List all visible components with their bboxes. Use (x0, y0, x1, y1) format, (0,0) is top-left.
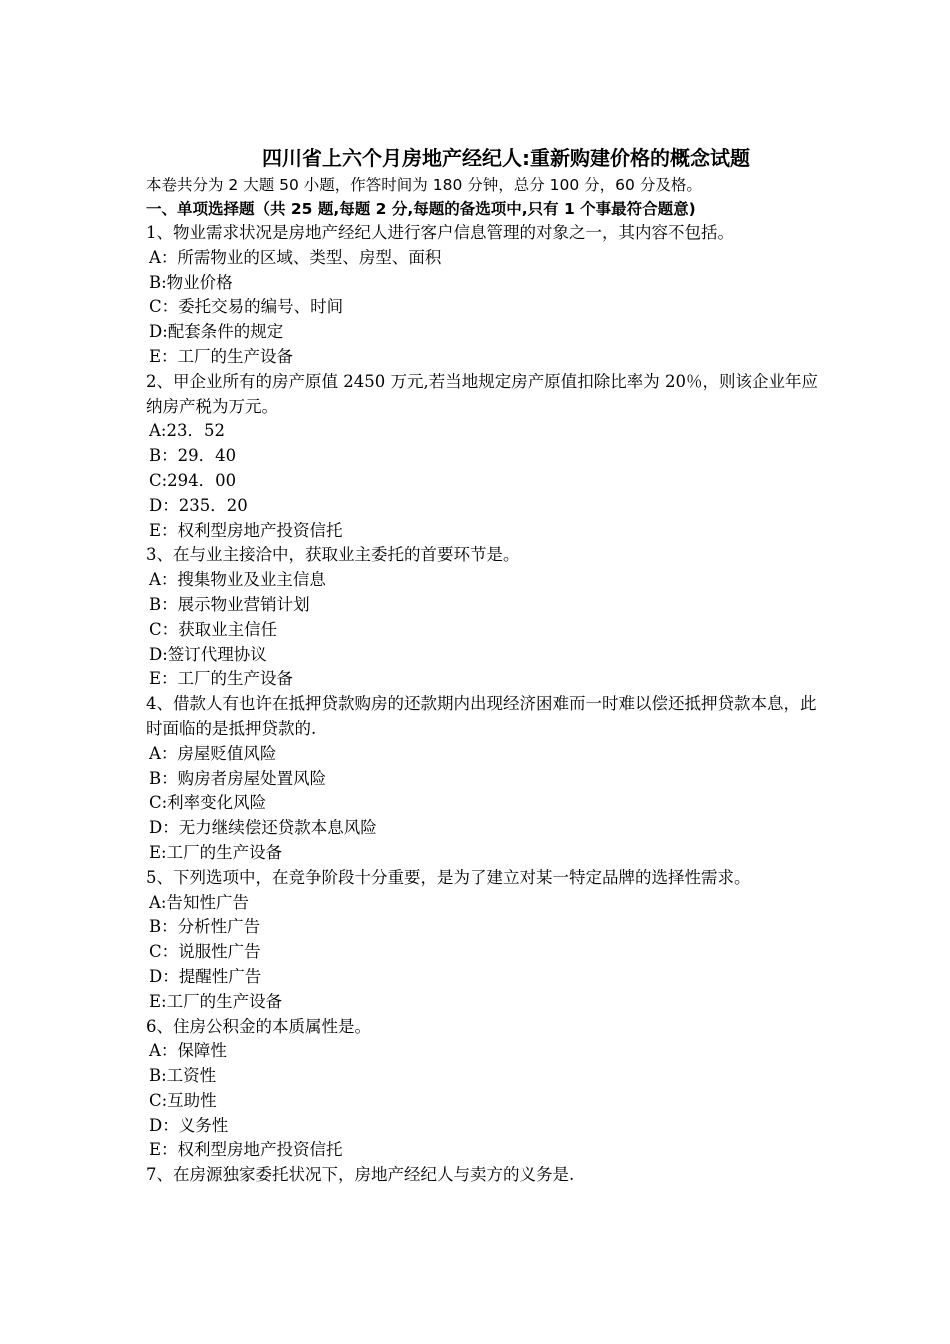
option-c: C:294．00 (149, 470, 237, 490)
option-b: B：购房者房屋处置风险 (149, 768, 327, 788)
question-stem: 3、在与业主接洽中，获取业主委托的首要环节是。 (146, 545, 520, 565)
option-e: E：权利型房地产投资信托 (149, 1140, 343, 1160)
document-page (146, 143, 826, 1188)
question-4 (146, 692, 826, 866)
option-d: D：235．20 (149, 495, 248, 515)
question-stem: 6、住房公积金的本质属性是。 (146, 1016, 371, 1036)
option-d: D：无力继续偿还贷款本息风险 (149, 818, 377, 838)
question-7 (146, 1163, 826, 1188)
option-a: A：房屋贬值风险 (149, 743, 277, 763)
option-e: E:工厂的生产设备 (149, 842, 283, 862)
option-list (146, 742, 826, 866)
document-title: 四川省上六个月房地产经纪人:重新购建价格的概念试题 (262, 146, 750, 170)
option-list (146, 246, 826, 370)
option-d: D:配套条件的规定 (149, 322, 284, 342)
option-e: E：工厂的生产设备 (149, 346, 294, 366)
option-d: D:签订代理协议 (149, 644, 267, 664)
option-b: B：29．40 (149, 446, 237, 466)
option-b: B:物业价格 (149, 272, 233, 292)
option-a: A:告知性广告 (149, 892, 249, 912)
option-c: C:利率变化风险 (149, 793, 267, 813)
question-6 (146, 1015, 826, 1164)
question-stem: 7、在房源独家委托状况下，房地产经纪人与卖方的义务是. (146, 1165, 575, 1185)
option-b: B:工资性 (149, 1066, 217, 1086)
option-e: E：权利型房地产投资信托 (149, 520, 343, 540)
option-list (146, 891, 826, 1015)
section-heading: 一、单项选择题（共 25 题,每题 2 分,每题的备选项中,只有 1 个事最符合题意) (146, 200, 696, 218)
question-stem: 1、物业需求状况是房地产经纪人进行客户信息管理的对象之一，其内容不包括。 (146, 223, 734, 242)
question-5 (146, 866, 826, 1015)
option-d: D：义务性 (149, 1115, 229, 1135)
option-list (146, 568, 826, 692)
option-b: B：分析性广告 (149, 917, 261, 937)
option-c: C：获取业主信任 (149, 619, 278, 639)
option-a: A：搜集物业及业主信息 (149, 570, 326, 590)
option-c: C：委托交易的编号、时间 (149, 297, 344, 317)
option-c: C:互助性 (149, 1090, 217, 1110)
option-d: D：提醒性广告 (149, 966, 262, 986)
question-1 (146, 221, 826, 370)
question-2 (146, 370, 826, 544)
question-stem: 5、下列选项中，在竞争阶段十分重要，是为了建立对某一特定品牌的选择性需求。 (146, 867, 751, 887)
option-e: E：工厂的生产设备 (149, 669, 294, 689)
option-e: E:工厂的生产设备 (149, 991, 283, 1011)
option-list (146, 419, 826, 543)
question-stem: 2、甲企业所有的房产原值 2450 万元,若当地规定房产原值扣除比率为 20％，则该企业年应纳房产税为万元。 (146, 371, 818, 416)
question-3 (146, 543, 826, 692)
option-c: C：说服性广告 (149, 942, 261, 962)
exam-intro: 本卷共分为 2 大题 50 小题，作答时间为 180 分钟，总分 100 分，60 分及格。 (146, 176, 702, 194)
option-a: A：保障性 (149, 1041, 227, 1061)
option-a: A：所需物业的区域、类型、房型、面积 (149, 247, 442, 267)
option-b: B：展示物业营销计划 (149, 594, 310, 614)
question-stem: 4、借款人有也许在抵押贷款购房的还款期内出现经济困难而一时难以偿还抵押贷款本息，此时面临的是抵押贷款的. (146, 694, 817, 738)
option-list (146, 1039, 826, 1163)
option-a: A:23．52 (149, 421, 225, 441)
